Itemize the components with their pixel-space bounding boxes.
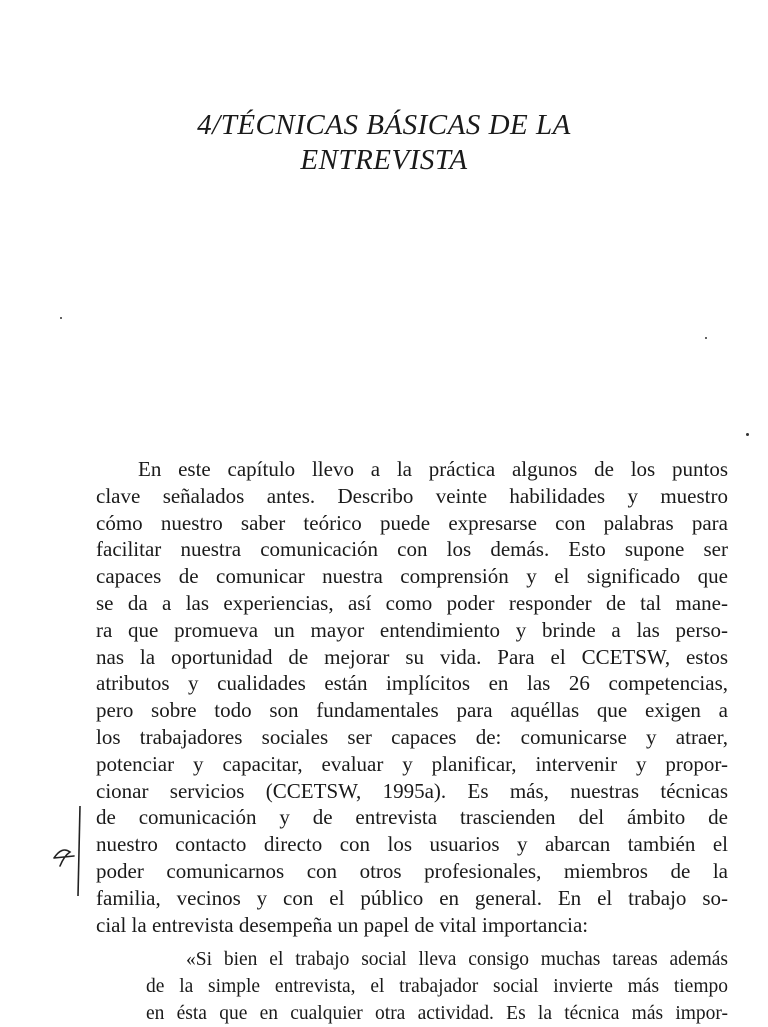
scan-speck: [746, 433, 749, 436]
body-paragraph: [96, 456, 728, 938]
scan-speck: [60, 317, 62, 319]
body-line: cómo nuestro saber teórico puede expresarse con palabras para: [96, 510, 728, 535]
chapter-title-line-2: ENTREVISTA: [300, 144, 468, 176]
body-line: clave señalados antes. Describo veinte habilidades y muestro: [96, 483, 728, 508]
body-line: facilitar nuestra comunicación con los demás. Esto supone ser: [96, 537, 728, 562]
body-line: nuestro contacto directo con los usuarios y abarcan también el: [96, 832, 728, 857]
handwritten-arrow-and-bracket-icon: [50, 800, 90, 900]
body-line: ra que promueva un mayor entendimiento y brinde a las perso-: [96, 617, 728, 642]
scan-speck: [705, 337, 707, 339]
body-line: atributos y cualidades están implícitos en las 26 competencias,: [96, 671, 728, 696]
body-line: de comunicación y de entrevista trascienden del ámbito de: [96, 805, 728, 830]
body-line: En este capítulo llevo a la práctica algunos de los puntos: [138, 457, 728, 481]
chapter-title-line-1: 4/TÉCNICAS BÁSICAS DE LA: [197, 109, 571, 141]
quote-line: «Si bien el trabajo social lleva consigo muchas tareas además: [186, 949, 728, 970]
quote-line: de la simple entrevista, el trabajador social invierte más tiempo: [146, 976, 728, 997]
block-quote: [146, 946, 728, 1027]
body-line: pero sobre todo son fundamentales para aquéllas que exigen a: [96, 698, 728, 723]
body-line: potenciar y capacitar, evaluar y planificar, intervenir y propor-: [96, 751, 728, 776]
body-line: familia, vecinos y con el público en general. En el trabajo so-: [96, 885, 728, 910]
body-line: cial la entrevista desempeña un papel de vital importancia:: [96, 912, 589, 937]
body-line: se da a las experiencias, así como poder responder de tal mane-: [96, 590, 728, 615]
body-line: los trabajadores sociales ser capaces de: comunicarse y atraer,: [96, 724, 728, 749]
body-line: cionar servicios (CCETSW, 1995a). Es más, nuestras técnicas: [96, 778, 728, 803]
body-line: nas la oportunidad de mejorar su vida. Para el CCETSW, estos: [96, 644, 728, 669]
body-line: poder comunicarnos con otros profesionales, miembros de la: [96, 858, 728, 883]
quote-line: en ésta que en cualquier otra actividad. Es la técnica más impor-: [146, 1003, 728, 1024]
body-line: capaces de comunicar nuestra comprensión y el significado que: [96, 564, 728, 589]
